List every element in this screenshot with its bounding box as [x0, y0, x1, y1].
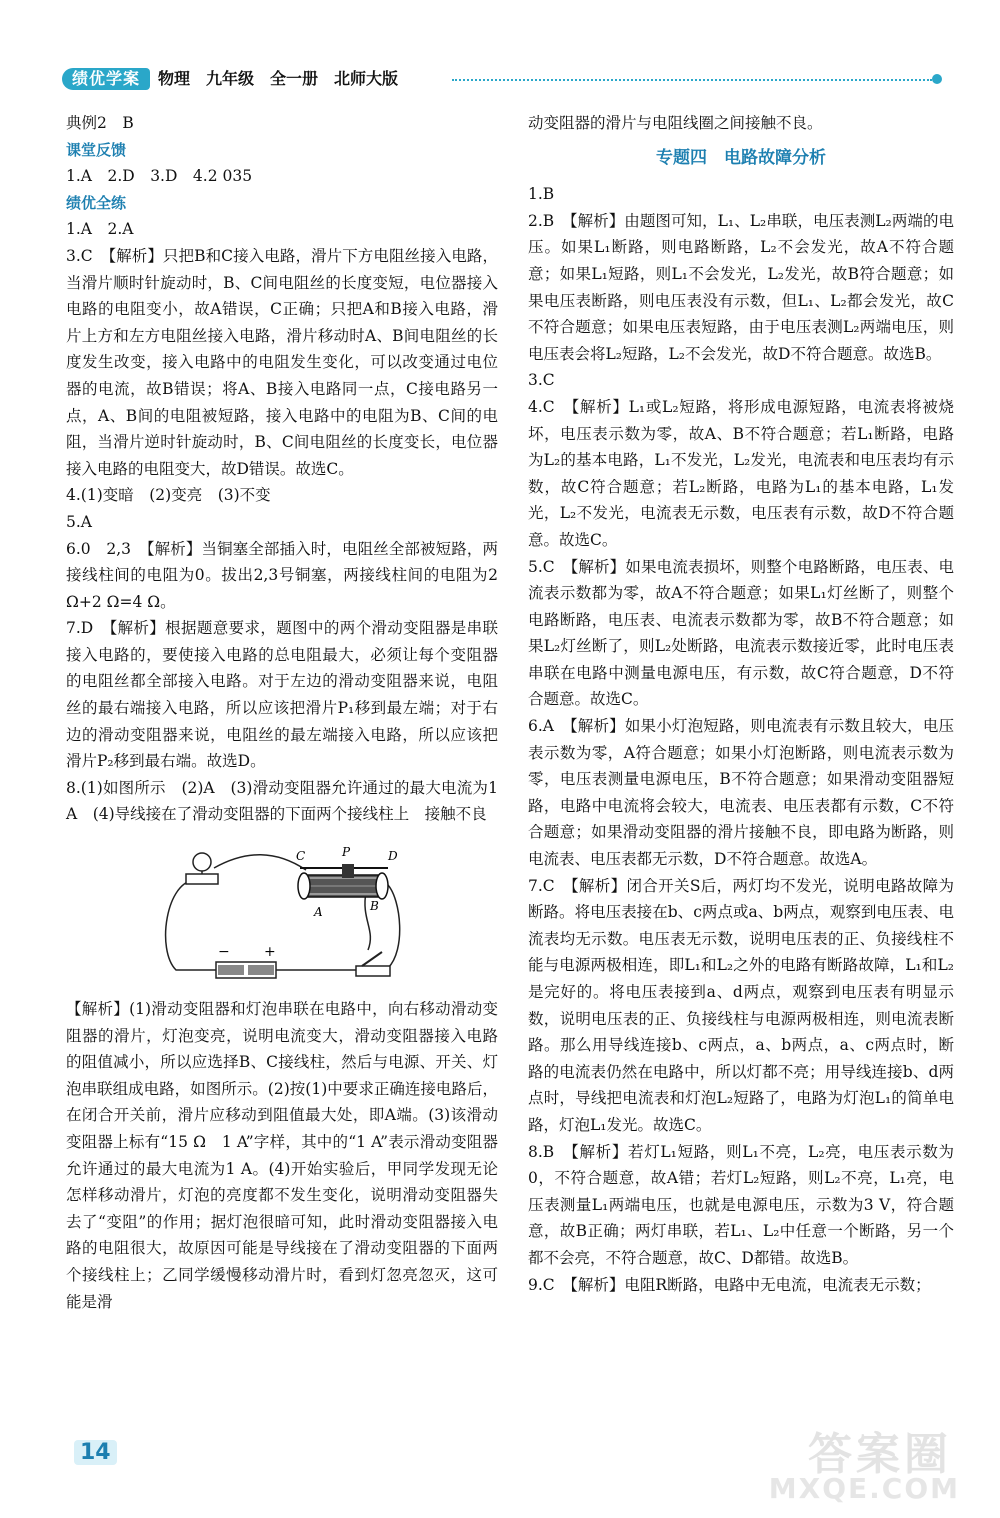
label-minus: −	[218, 944, 230, 961]
answer-paragraph: 1.A 2.D 3.D 4.2 035	[66, 167, 253, 186]
right-column	[528, 110, 954, 1298]
answer-paragraph: 3.C	[528, 371, 555, 390]
page-number: 14	[74, 1440, 117, 1465]
answer-paragraph: 【解析】(1)滑动变阻器和灯泡串联在电路中，向右移动滑动变阻器的滑片，灯泡变亮，说明电流变大，滑动变阻器接入电路的阻值减小，所以应选择B、C接线柱，然后与电源、开关、灯泡串联组成电路，如图所示。(2)按(1)中要求正确连接电路后，在闭合开关前，滑片应移动到阻值最大处，即A端。(3)该滑动变阻器上标有“15 Ω 1 A”字样，其中的“1 A”表示滑动变阻器允许通过的最大电流为1 A。(4)开始实验后，甲同学发现无论怎样移动滑片，灯泡的亮度都不发生变化，说明滑动变阻器失去了“变阻”的作用；据灯泡很暗可知，此时滑动变阻器接入电路的电阻很大，故原因可能是导线接在了滑动变阻器的下面两个接线柱上；乙同学缓慢移动滑片时，看到灯忽亮忽灭，这可能是滑	[66, 1000, 498, 1311]
circuit-diagram	[156, 830, 416, 990]
label-plus: +	[264, 944, 276, 961]
label-p: P	[342, 845, 351, 860]
answer-paragraph: 2.B 【解析】由题图可知，L₁、L₂串联，电压表测L₂两端的电压。如果L₁断路，则电路断路，L₂不会发光，故A不符合题意；如果L₁短路，则L₁不会发光，L₂发光，故B符合题意；如果电压表断路，则电压表没有示数，但L₁、L₂都会发光，故C不符合题意；如果电压表短路，由于电压表测L₂两端电压，则电压表会将L₂短路，L₂不会发光，故D不符合题意。故选B。	[528, 211, 954, 363]
answer-paragraph: 5.C 【解析】如果电流表损坏，则整个电路断路，电压表、电流表示数都为零，故A不符合题意；如果L₁灯丝断了，则整个电路断路，电压表、电流表示数都为零，故B不符合题意；如果L₂灯丝断了，则L₂处断路，电流表示数接近零，此时电压表串联在电路中测量电源电压，有示数，故C符合题意，D不符合题意。故选C。	[528, 557, 954, 709]
answer-paragraph: 1.B	[528, 185, 555, 204]
answer-paragraph: 动变阻器的滑片与电阻线圈之间接触不良。	[528, 114, 823, 132]
label-b: B	[370, 899, 379, 914]
watermark-url: MXQE.COM	[768, 1472, 960, 1505]
header-dotted-rule	[452, 79, 932, 81]
wire-lamp-to-c	[214, 855, 306, 870]
answer-paragraph: 1.A 2.A	[66, 220, 134, 239]
section-heading: 课堂反馈	[66, 140, 127, 159]
answer-paragraph: 8.(1)如图所示 (2)A (3)滑动变阻器允许通过的最大电流为1 A (4)导线接在了滑动变阻器的下面两个接线柱上 接触不良	[66, 778, 498, 824]
section-heading: 绩优全练	[66, 193, 127, 212]
answer-paragraph: 4.C 【解析】L₁或L₂短路，将形成电源短路，电流表将被烧坏，电压表示数为零，故A、B不符合题意；若L₁断路，电路为L₂的基本电路，L₁不发光，L₂发光，电流表和电压表均有示数，故C符合题意；若L₂断路，电路为L₁的基本电路，L₁发光，L₂不发光，电流表无示数，电压表有示数，故D不符合题意。故选C。	[528, 397, 954, 549]
book-subject: 物理 九年级 全一册 北师大版	[158, 69, 399, 88]
answer-paragraph: 7.D 【解析】根据题意要求，题图中的两个滑动变阻器是串联接入电路的，要使接入电路的总电阻最大，必须让每个变阻器的电阻丝都全部接入电路。对于左边的滑动变阻器来说，电阻丝的最右端接入电路，所以应该把滑片P₁移到最左端；对于右边的滑动变阻器来说，电阻丝的最左端接入电路，所以应该把滑片P₂移到最右端。故选D。	[66, 619, 498, 771]
circuit-figure	[156, 830, 416, 990]
answer-paragraph: 3.C 【解析】只把B和C接入电路，滑片下方电阻丝接入电路，当滑片顺时针旋动时，B、C间电阻丝的长度变短，电位器接入电路的电阻变小，故A错误，C正确；只把A和B接入电路，滑片上方和左方电阻丝接入电路，滑片移动时A、B间电阻丝的长度发生改变，接入电路中的电阻发生变化，可以改变通过电位器的电流，故B错误；将A、B接入电路同一点，C接电路另一点，A、B间的电阻被短路，接入电路中的电阻为B、C间的电阻，当滑片逆时针旋动时，B、C间电阻丝的长度变长，电位器接入电路的电阻变大，故D错误。故选C。	[66, 246, 498, 478]
wire-switch-to-d	[388, 885, 400, 968]
battery	[216, 962, 276, 978]
left-column	[66, 110, 498, 1315]
answer-paragraph: 4.(1)变暗 (2)变亮 (3)不变	[66, 486, 271, 505]
answer-paragraph: 5.A	[66, 512, 92, 531]
wire-left	[166, 880, 216, 970]
topic-title: 专题四 电路故障分析	[656, 147, 826, 168]
label-c: C	[296, 849, 306, 864]
page-header	[62, 66, 942, 96]
header-end-dot	[932, 74, 942, 84]
answer-paragraph: 7.C 【解析】闭合开关S后，两灯均不发光，说明电路故障为断路。将电压表接在b、c两点或a、b两点，观察到电压表、电流表均无示数。电压表无示数，说明电压表的正、负接线柱不能与电源两极相连，即L₁和L₂之外的电路有断路故障，L₁和L₂是完好的。将电压表接到a、d两点，观察到电压表有明显示数，说明电压表的正、负接线柱与电源两极相连，则电流表断路。那么用导线连接b、c两点，a、b两点，a、c两点时，断路的电流表仍然在电路中，所以灯都不亮；用导线连接b、d两点时，导线把电流表和灯泡L₂短路了，电路为灯泡L₁的简单电路，灯泡L₁发光。故选C。	[528, 876, 954, 1134]
answer-paragraph: 9.C 【解析】电阻R断路，电路中无电流，电流表无示数；	[528, 1275, 931, 1294]
lamp	[186, 853, 218, 884]
rheostat	[298, 864, 388, 899]
answer-paragraph: 8.B 【解析】若灯L₁短路，则L₁不亮，L₂亮，电压表示数为0，不符合题意，故A错；若灯L₂短路，则L₂不亮，L₁亮，电压表测量L₁两端电压，也就是电源电压，示数为3 V，符合题意，故B正确；两灯串联，若L₁、L₂中任意一个断路，另一个都不会亮，不符合题意，故C、D都错。故选B。	[528, 1142, 954, 1267]
label-d: D	[388, 849, 398, 864]
switch	[356, 952, 390, 976]
series-logo: 绩优学案	[62, 68, 150, 90]
answer-paragraph: 6.0 2,3 【解析】当铜塞全部插入时，电阻丝全部被短路，两接线柱间的电阻为0。拔出2,3号铜塞，两接线柱间的电阻为2 Ω+2 Ω=4 Ω。	[66, 539, 498, 611]
label-a: A	[314, 905, 323, 920]
watermark-logo: 答案圈	[808, 1429, 952, 1480]
answer-paragraph: 6.A 【解析】如果小灯泡短路，则电流表有示数且较大，电压表示数为零，A符合题意；如果小灯泡断路，则电流表示数为零，电压表测量电源电压，B不符合题意；如果滑动变阻器短路，电路中电流将会较大，电流表、电压表都有示数，C不符合题意；如果滑动变阻器的滑片接触不良，即电路为断路，则电流表、电压表都无示数，D不符合题意。故选A。	[528, 717, 954, 869]
answer-paragraph: 典例2 B	[66, 114, 134, 132]
